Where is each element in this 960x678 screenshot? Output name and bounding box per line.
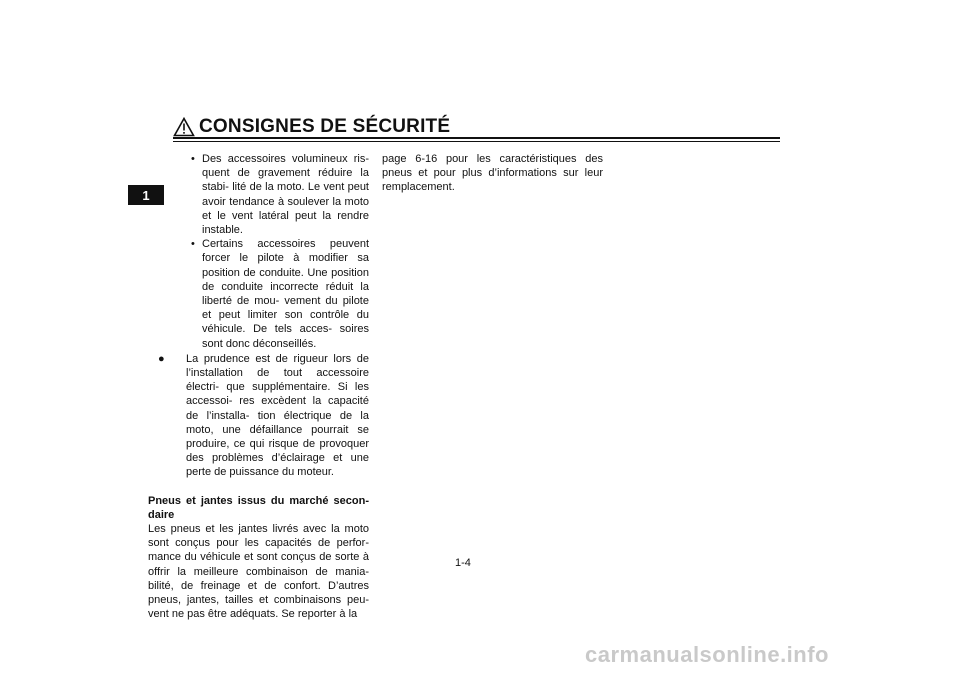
section-body-continued: page 6-16 pour les caractéristiques des pneus et pour plus d’informations sur leur remplacement. — [382, 153, 603, 194]
left-column — [148, 152, 369, 622]
list-item — [148, 152, 369, 237]
page-number: 1-4 — [455, 557, 471, 569]
section-heading: Pneus et jantes issus du marché secon- daire — [148, 494, 369, 521]
section-body: Les pneus et les jantes livrés avec la moto sont conçus pour les capacités de perfor- mance du véhicule et sont conçus de sorte à offrir la meilleure combinaison de mania- bilité, de freinage et de confort. D’autres pneus, jantes, tailles et combinaisons peu- vent ne pas être adéquats. Se reporter à la — [148, 523, 369, 621]
warning-triangle-icon — [173, 117, 195, 137]
header-rule — [173, 137, 780, 139]
right-column — [382, 152, 603, 195]
bullet-dot-icon: • — [191, 238, 195, 251]
page-header — [173, 116, 450, 138]
page-title: CONSIGNES DE SÉCURITÉ — [199, 116, 451, 137]
chapter-tab: 1 — [128, 185, 164, 205]
header-rule-thin — [173, 141, 780, 142]
list-item-text: Des accessoires volumineux ris- quent de gravement réduire la stabi- lité de la moto. Le vent peut avoir tendance à soulever la moto et le vent latéral peut la rendre instable. — [202, 153, 369, 237]
list-item-text: Certains accessoires peuvent forcer le pilote à modifier sa position de conduite. Une position de conduite incorrecte réduit la liberté de mou- vement du pilote et peut limiter son contrôle du véhicule. De tels acces- soires sont donc déconseillés. — [202, 238, 369, 350]
bullet-dot-icon: • — [191, 153, 195, 165]
bullet-circle-icon: ● — [158, 352, 165, 365]
list-item — [148, 352, 369, 480]
list-item-text: La prudence est de rigueur lors de l’installation de tout accessoire électri- que supplémentaire. Si les accessoi- res excèdent la capacité de l’installa- tion électrique de la moto, une défaillance pourrait se produire, ce qui risque de provoquer des problèmes d’éclairage et une perte de puissance du moteur. — [186, 352, 369, 479]
list-item — [148, 237, 369, 351]
watermark: carmanualsonline.info — [585, 642, 829, 667]
